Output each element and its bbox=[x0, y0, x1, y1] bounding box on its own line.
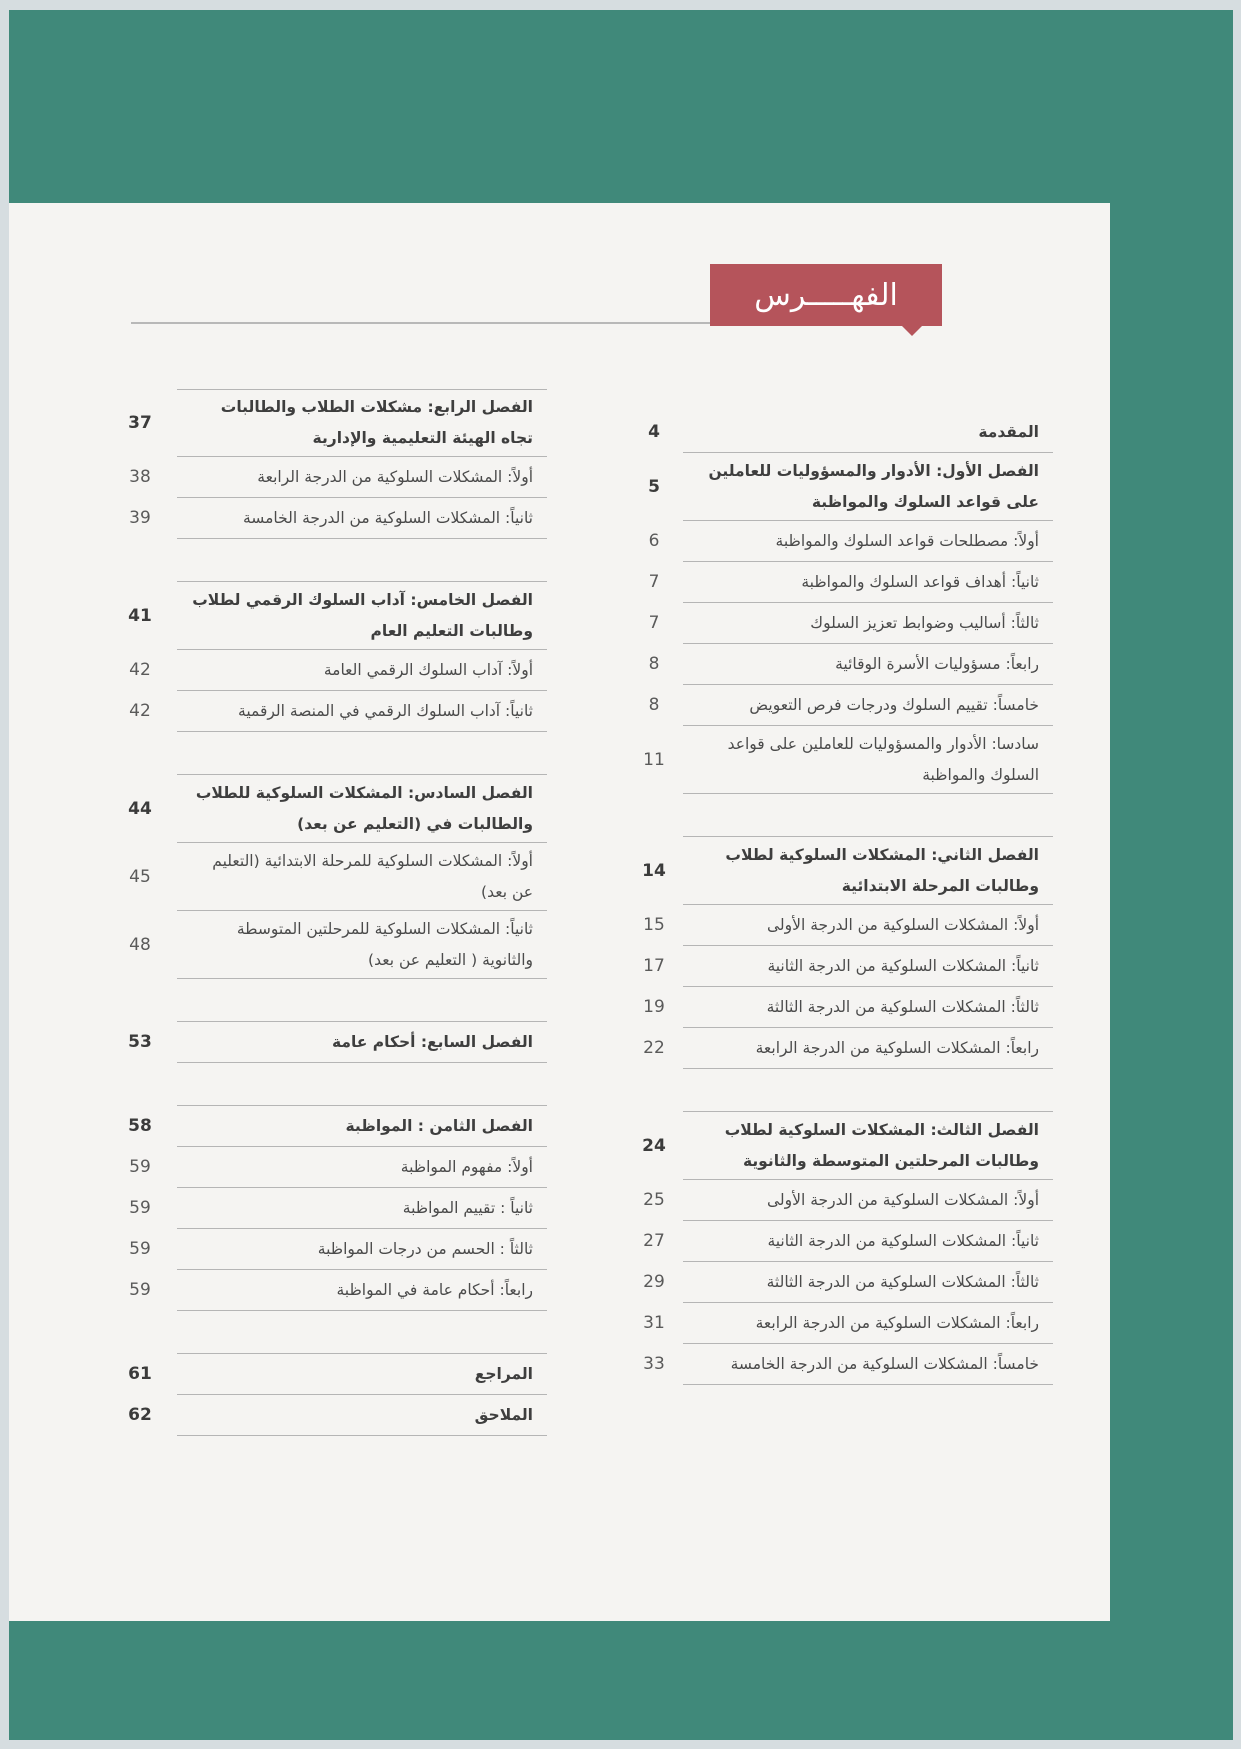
toc-entry-title: أولاً: المشكلات السلوكية من الدرجة الأولى bbox=[767, 1190, 1039, 1209]
toc-section-entry bbox=[643, 1262, 1053, 1303]
toc-page-number: 6 bbox=[648, 531, 660, 551]
toc-page-number: 42 bbox=[129, 701, 151, 721]
toc-entry-title: ثانياً: أهداف قواعد السلوك والمواظبة bbox=[801, 572, 1039, 591]
toc-page-number: 19 bbox=[643, 997, 665, 1017]
toc-page-number: 4 bbox=[648, 422, 660, 442]
toc-page-number: 8 bbox=[648, 695, 660, 715]
toc-section-entry bbox=[129, 843, 547, 911]
toc-page-number: 39 bbox=[129, 508, 151, 528]
toc-page-number: 59 bbox=[129, 1157, 151, 1177]
toc-entry-title: المقدمة bbox=[978, 422, 1039, 441]
toc-entry-title: خامساً: المشكلات السلوكية من الدرجة الخامسة bbox=[730, 1354, 1039, 1373]
toc-right-column bbox=[642, 389, 1053, 1385]
toc-page-number: 33 bbox=[643, 1354, 665, 1374]
toc-entry-title: ثالثاً : الحسم من درجات المواظبة bbox=[317, 1239, 533, 1258]
toc-entry-title: أولاً: آداب السلوك الرقمي العامة bbox=[323, 660, 533, 679]
toc-page-number: 59 bbox=[129, 1280, 151, 1300]
toc-section-entry bbox=[129, 691, 547, 732]
toc-page-number: 7 bbox=[648, 613, 660, 633]
toc-page-number: 5 bbox=[648, 476, 660, 497]
toc-entry-title: أولاً: مصطلحات قواعد السلوك والمواظبة bbox=[775, 531, 1039, 550]
toc-page-number: 11 bbox=[643, 749, 665, 770]
toc-page-number: 48 bbox=[129, 934, 151, 955]
toc-entry-title: الفصل السادس: المشكلات السلوكية للطلاب والطالبات في (التعليم عن بعد) bbox=[195, 783, 533, 833]
toc-chapter-entry bbox=[648, 453, 1053, 521]
toc-separator bbox=[177, 539, 547, 582]
toc-entry-title: الفصل الخامس: آداب السلوك الرقمي لطلاب وطالبات التعليم العام bbox=[192, 590, 533, 640]
toc-page-number: 45 bbox=[129, 866, 151, 887]
toc-section-entry bbox=[129, 498, 547, 539]
toc-page-number: 38 bbox=[129, 467, 151, 487]
toc-section-entry bbox=[129, 1188, 547, 1229]
toc-section-entry bbox=[643, 987, 1053, 1028]
toc-page-number: 22 bbox=[643, 1038, 665, 1058]
toc-section-entry bbox=[643, 726, 1053, 794]
toc-entry-title: الفصل السابع: أحكام عامة bbox=[331, 1032, 533, 1051]
toc-section-entry bbox=[648, 521, 1053, 562]
toc-separator bbox=[683, 1069, 1053, 1112]
toc-chapter-entry bbox=[128, 389, 547, 457]
toc-entry-title: أولاً: المشكلات السلوكية من الدرجة الرابعة bbox=[257, 467, 533, 486]
toc-entry-title: رابعاً: المشكلات السلوكية من الدرجة الرابعة bbox=[755, 1038, 1039, 1057]
toc-page-number: 41 bbox=[128, 605, 152, 626]
toc-left-column bbox=[128, 389, 547, 1436]
toc-chapter-entry bbox=[642, 1112, 1053, 1180]
toc-entry-title: أولاً: المشكلات السلوكية للمرحلة الابتدائية (التعليم عن بعد) bbox=[212, 851, 533, 901]
toc-page-number: 14 bbox=[642, 860, 666, 881]
toc-page-number: 15 bbox=[643, 915, 665, 935]
toc-separator bbox=[177, 1063, 547, 1106]
toc-section-entry bbox=[129, 1147, 547, 1188]
toc-page-number: 17 bbox=[643, 956, 665, 976]
toc-entry-title: خامساً: تقييم السلوك ودرجات فرص التعويض bbox=[749, 695, 1039, 714]
toc-separator bbox=[177, 979, 547, 1022]
toc-entry-title: الفصل الرابع: مشكلات الطلاب والطالبات تجاه الهيئة التعليمية والإدارية bbox=[220, 398, 533, 447]
toc-page-number: 27 bbox=[643, 1231, 665, 1251]
toc-entry-title: الفصل الثالث: المشكلات السلوكية لطلاب وطالبات المرحلتين المتوسطة والثانوية bbox=[724, 1120, 1039, 1170]
toc-page-number: 59 bbox=[129, 1239, 151, 1259]
toc-entry-title: سادسا: الأدوار والمسؤوليات للعاملين على قواعد السلوك والمواظبة bbox=[727, 734, 1039, 784]
toc-chapter-entry bbox=[128, 1354, 547, 1395]
toc-entry-title: الفصل الثامن : المواظبة bbox=[345, 1116, 533, 1135]
toc-entry-title: ثانياً: المشكلات السلوكية من الدرجة الخامسة bbox=[242, 508, 533, 527]
toc-section-entry bbox=[129, 650, 547, 691]
toc-entry-title: ثالثاً: المشكلات السلوكية من الدرجة الثالثة bbox=[766, 1272, 1039, 1291]
toc-entry-title: رابعاً: مسؤوليات الأسرة الوقائية bbox=[835, 654, 1039, 673]
toc-page-number: 61 bbox=[128, 1364, 152, 1384]
toc-chapter-entry bbox=[128, 1395, 547, 1436]
toc-page-number: 42 bbox=[129, 660, 151, 680]
toc-page-number: 24 bbox=[642, 1135, 666, 1156]
toc-separator bbox=[177, 1311, 547, 1354]
toc-entry-title: الفصل الأول: الأدوار والمسؤوليات للعاملين على قواعد السلوك والمواظبة bbox=[708, 461, 1039, 511]
toc-page-number: 53 bbox=[128, 1032, 152, 1052]
toc-section-entry bbox=[643, 1221, 1053, 1262]
toc-page-number: 29 bbox=[643, 1272, 665, 1292]
toc-separator bbox=[683, 794, 1053, 837]
page-title: الفهـــــرس bbox=[710, 264, 942, 326]
toc-page-number: 62 bbox=[128, 1405, 152, 1425]
toc-entry-title: ثالثاً: المشكلات السلوكية من الدرجة الثالثة bbox=[766, 997, 1039, 1016]
toc-entry-title: ثانياً: المشكلات السلوكية من الدرجة الثانية bbox=[767, 956, 1039, 975]
toc-chapter-entry bbox=[128, 1022, 547, 1063]
toc-page-number: 58 bbox=[128, 1116, 152, 1136]
toc-chapter-entry bbox=[128, 1106, 547, 1147]
toc-chapter-entry bbox=[648, 412, 1053, 453]
toc-entry-title: الفصل الثاني: المشكلات السلوكية لطلاب وطالبات المرحلة الابتدائية bbox=[725, 845, 1039, 895]
toc-page-number: 7 bbox=[648, 572, 660, 592]
toc-separator bbox=[177, 732, 547, 775]
toc-section-entry bbox=[129, 1270, 547, 1311]
document-page bbox=[9, 203, 1110, 1621]
toc-page-number: 31 bbox=[643, 1313, 665, 1333]
toc-section-entry bbox=[643, 946, 1053, 987]
toc-entry-title: ثانياً : تقييم المواظبة bbox=[402, 1198, 533, 1217]
toc-entry-title: ثانياً: المشكلات السلوكية من الدرجة الثانية bbox=[767, 1231, 1039, 1250]
toc-chapter-entry bbox=[642, 837, 1053, 905]
toc-section-entry bbox=[648, 562, 1053, 603]
toc-entry-title: أولاً: مفهوم المواظبة bbox=[400, 1157, 533, 1176]
toc-entry-title: رابعاً: المشكلات السلوكية من الدرجة الرابعة bbox=[755, 1313, 1039, 1332]
toc-entry-title: المراجع bbox=[474, 1364, 533, 1383]
toc-section-entry bbox=[643, 1344, 1053, 1385]
toc-chapter-entry bbox=[128, 582, 547, 650]
toc-section-entry bbox=[129, 457, 547, 498]
toc-entry-title: أولاً: المشكلات السلوكية من الدرجة الأولى bbox=[767, 915, 1039, 934]
toc-page-number: 44 bbox=[128, 798, 152, 819]
toc-section-entry bbox=[648, 603, 1053, 644]
toc-entry-title: ثانياً: آداب السلوك الرقمي في المنصة الرقمية bbox=[238, 701, 533, 720]
toc-page-number: 25 bbox=[643, 1190, 665, 1210]
toc-page-number: 59 bbox=[129, 1198, 151, 1218]
toc-section-entry bbox=[643, 1303, 1053, 1344]
toc-section-entry bbox=[648, 685, 1053, 726]
toc-section-entry bbox=[643, 1028, 1053, 1069]
toc-section-entry bbox=[643, 1180, 1053, 1221]
toc-entry-title: ثالثاً: أساليب وضوابط تعزيز السلوك bbox=[810, 613, 1039, 632]
toc-entry-title: الملاحق bbox=[474, 1405, 533, 1424]
toc-section-entry bbox=[129, 911, 547, 979]
title-divider bbox=[131, 322, 710, 324]
toc-section-entry bbox=[129, 1229, 547, 1270]
toc-section-entry bbox=[648, 644, 1053, 685]
toc-chapter-entry bbox=[128, 775, 547, 843]
toc-entry-title: رابعاً: أحكام عامة في المواظبة bbox=[336, 1280, 533, 1299]
toc-page-number: 37 bbox=[128, 413, 152, 433]
toc-page-number: 8 bbox=[648, 654, 660, 674]
toc-entry-title: ثانياً: المشكلات السلوكية للمرحلتين المتوسطة والثانوية ( التعليم عن بعد) bbox=[236, 919, 533, 969]
toc-section-entry bbox=[643, 905, 1053, 946]
